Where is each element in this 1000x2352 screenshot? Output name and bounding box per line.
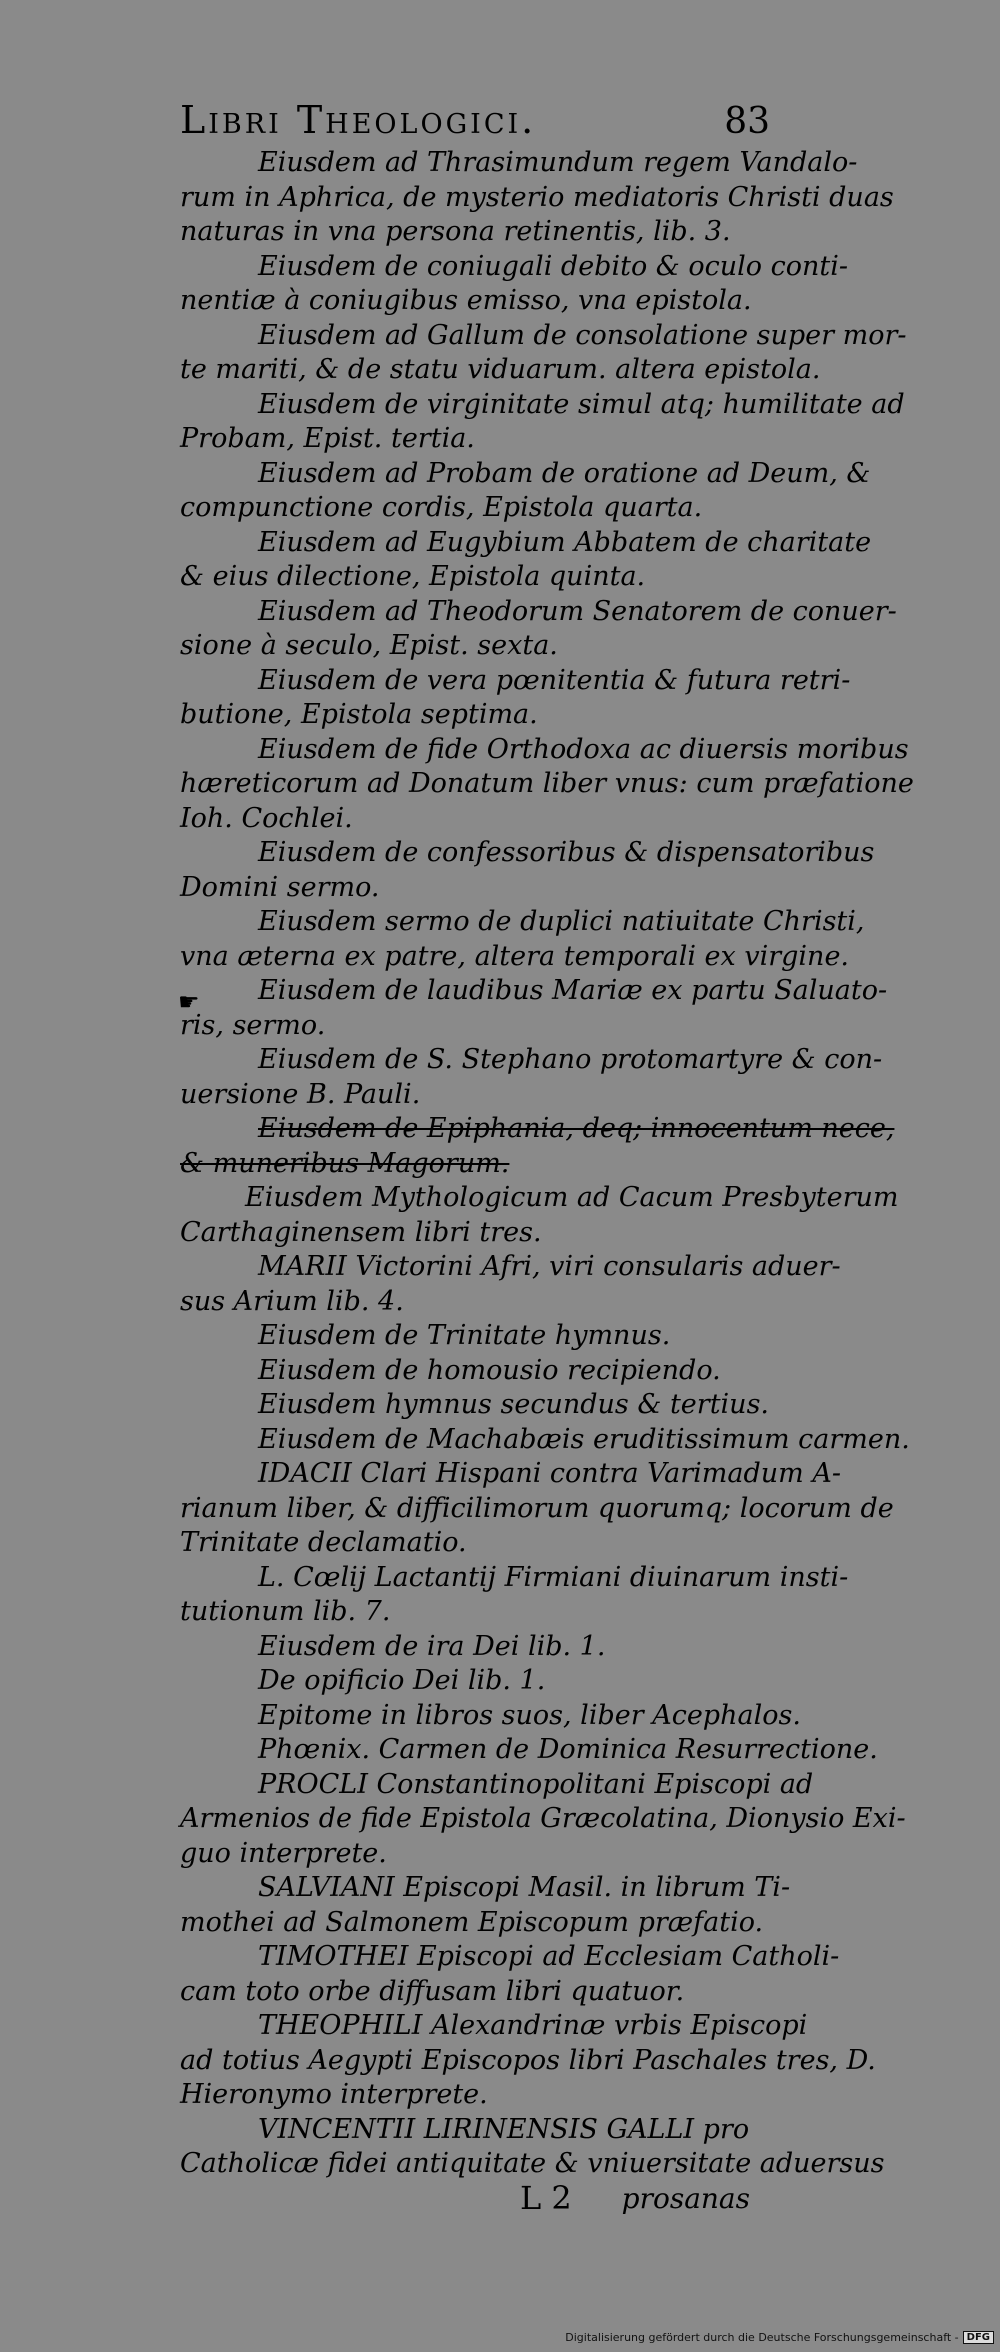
line-text: Eiusdem de homousio recipiendo. [258,1354,721,1386]
line-text: Phœnix. Carmen de Dominica Resurrectione. [258,1734,878,1765]
line-text: uersione B. Pauli. [180,1078,421,1110]
line-text: Armenios de fide Epistola Græcolatina, Dionysio Exi- [180,1803,906,1834]
text-line [180,250,849,285]
text-line [180,1699,801,1734]
text-line [180,1009,780,1044]
line-text: Eiusdem ad Probam de oratione ad Deum, & [258,457,871,489]
text-line [180,2078,780,2113]
text-line [180,1423,910,1458]
text-line [180,836,875,871]
text-line [180,353,821,388]
line-text: rum in Aphrica, de mysterio mediatoris Christi duas [180,181,894,213]
line-text: cam toto orbe diffusam libri quatuor. [180,1975,685,2007]
text-line [180,1837,780,1872]
line-text: SALVIANI Episcopi Masil. in librum Ti- [258,1872,791,1903]
line-text: Eiusdem de confessoribus & dispensatoribus [258,837,875,868]
text-line [180,1216,780,1251]
text-line [180,1181,899,1216]
line-text: Eiusdem ad Theodorum Senatorem de conuer- [258,595,897,627]
text-line [180,1285,780,1320]
text-line [180,974,888,1009]
line-text: & eius dilectione, Epistola quinta. [180,561,646,592]
line-text: rianum liber, & difficilimorum quorumq; locorum de [180,1492,894,1524]
text-line [180,1664,780,1699]
line-text: Eiusdem ad Eugybium Abbatem de charitate [258,526,872,558]
text-line [180,319,907,354]
line-text: Eiusdem ad Thrasimundum regem Vandalo- [258,147,858,178]
text-line [180,595,897,630]
line-text: vna æterna ex patre, altera temporali ex virgine. [180,940,850,972]
text-line [180,1388,780,1423]
line-text: De opificio Dei lib. 1. [258,1665,546,1696]
line-text: mothei ad Salmonem Episcopum præfatio. [180,1906,764,1938]
line-text: Hieronymo interprete. [180,2079,488,2110]
line-text: tutionum lib. 7. [180,1596,391,1627]
line-text: compunctione cordis, Epistola quarta. [180,492,703,523]
text-line [180,1147,780,1182]
dfg-logo: DFG [963,2331,994,2344]
line-text: sus Arium lib. 4. [180,1285,404,1317]
line-text: te mariti, & de statu viduarum. altera epistola. [180,354,821,385]
text-line [180,2044,876,2079]
text-line [180,2009,808,2044]
catchword: prosanas [621,2181,750,2215]
digitization-credit [565,2331,994,2344]
line-text: Probam, Epist. tertia. [180,423,475,454]
text-line [180,560,780,595]
line-text: Eiusdem de virginitate simul atq; humilitate ad [258,388,905,420]
text-line [180,733,909,768]
text-line [180,1354,780,1389]
text-block [180,146,914,2182]
line-text: hæreticorum ad Donatum liber vnus: cum præfatione [180,768,914,799]
credit-text: Digitalisierung gefördert durch die Deutsche Forschungsgemeinschaft - [565,2331,959,2344]
line-text: Catholicæ fidei antiquitate & vniuersitate aduersus [180,2148,885,2179]
text-line [180,146,858,181]
book-page [180,90,914,2217]
text-line [180,905,865,940]
page-number: 83 [724,101,770,142]
running-header [180,90,780,142]
text-line [180,457,871,492]
text-line [180,767,914,802]
line-text: TIMOTHEI Episcopi ad Ecclesiam Catholi- [258,1941,840,1972]
text-line [180,1906,780,1941]
line-text: sione à seculo, Epist. sexta. [180,630,558,661]
text-line [180,629,780,664]
line-text: Eiusdem de S. Stephano protomartyre & con- [258,1044,883,1075]
line-text: Eiusdem de vera pœnitentia & futura retri- [258,664,851,696]
running-title: Libri Theologici. [180,98,537,142]
manicule-icon: ☛ [178,988,200,1016]
text-line [180,802,780,837]
line-text: L. Cœlij Lactantij Firmiani diuinarum insti- [258,1561,849,1593]
text-line [180,284,780,319]
line-text: Eiusdem de laudibus Mariæ ex partu Saluato- [258,975,888,1006]
text-line [180,2113,780,2148]
text-line [180,1043,883,1078]
text-line [180,1940,840,1975]
line-text: Eiusdem de Machabæis eruditissimum carmen. [258,1423,910,1455]
line-text: Eiusdem de fide Orthodoxa ac diuersis moribus [258,733,909,765]
line-text: Carthaginensem libri tres. [180,1216,542,1248]
text-line [180,1250,841,1285]
signature-mark: L 2 [520,2179,572,2217]
line-text: Epitome in libros suos, liber Acephalos. [258,1699,801,1731]
line-text: & muneribus Magorum. [180,1147,510,1179]
text-line [180,181,894,216]
line-text: Eiusdem de Trinitate hymnus. [258,1320,671,1351]
line-text: ris, sermo. [180,1009,326,1041]
text-line [180,698,780,733]
line-text: guo interprete. [180,1837,387,1869]
text-line [180,1595,780,1630]
line-text: Domini sermo. [180,871,380,903]
line-text: Eiusdem ad Gallum de consolatione super mor- [258,319,907,351]
line-text: MARII Victorini Afri, viri consularis aduer- [258,1251,841,1282]
page-footer [180,2180,780,2216]
line-text: Eiusdem Mythologicum ad Cacum Presbyterum [245,1182,899,1213]
line-text: Eiusdem hymnus secundus & tertius. [258,1389,770,1420]
line-text: Eiusdem sermo de duplici natiuitate Christi, [258,906,865,937]
text-line [180,526,872,561]
text-line [180,1768,814,1803]
text-line [180,940,850,975]
text-line [180,1975,780,2010]
line-text: nentiæ à coniugibus emisso, vna epistola. [180,285,752,316]
text-line [180,1078,780,1113]
line-text: Ioh. Cochlei. [180,802,353,834]
line-text: THEOPHILI Alexandrinæ vrbis Episcopi [258,2010,808,2041]
text-line [180,422,780,457]
text-line [180,2147,885,2182]
text-line [180,1112,895,1147]
text-line [180,1457,841,1492]
text-line [180,1561,849,1596]
text-line [180,1871,791,1906]
line-text: naturas in vna persona retinentis, lib. 3. [180,216,731,247]
line-text: ad totius Aegypti Episcopos libri Paschales tres, D. [180,2044,876,2076]
line-text: Eiusdem de coniugali debito & oculo conti- [258,250,849,282]
line-text: butione, Epistola septima. [180,699,538,730]
text-line [180,1526,780,1561]
line-text: VINCENTII LIRINENSIS GALLI pro [258,2113,750,2145]
text-line [180,1802,906,1837]
line-text: Eiusdem de Epiphania, deq; innocentum nece, [258,1113,895,1144]
line-text: Eiusdem de ira Dei lib. 1. [258,1630,606,1662]
text-line [180,664,851,699]
text-line [180,491,780,526]
text-line [180,1733,878,1768]
text-line [180,1492,894,1527]
text-line [180,1630,780,1665]
text-line [180,871,780,906]
line-text: IDACII Clari Hispani contra Varimadum A- [258,1458,841,1489]
text-line [180,1319,780,1354]
text-line [180,215,780,250]
line-text: Trinitate declamatio. [180,1527,467,1558]
text-line [180,388,905,423]
line-text: PROCLI Constantinopolitani Episcopi ad [258,1768,814,1800]
